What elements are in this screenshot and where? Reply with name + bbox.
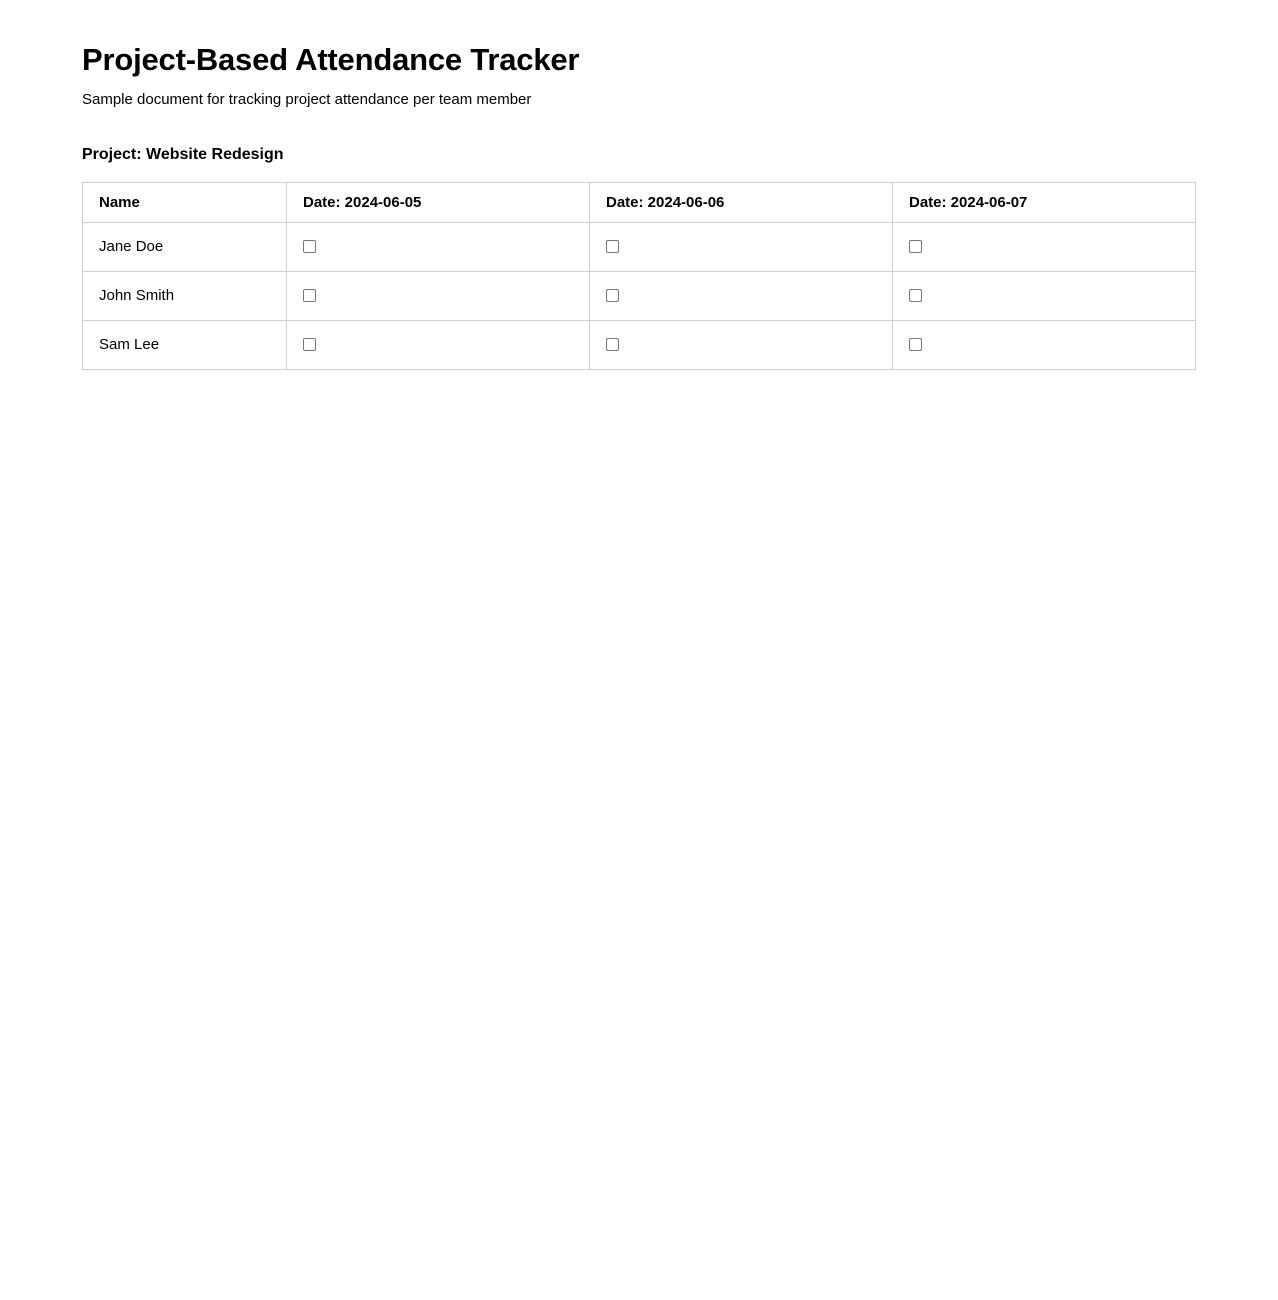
cell-attendance	[893, 321, 1196, 370]
column-header-name: Name	[83, 183, 287, 223]
attendance-checkbox[interactable]	[606, 240, 619, 253]
table-body	[83, 223, 1196, 370]
project-heading: Project: Website Redesign	[82, 146, 284, 164]
attendance-checkbox[interactable]	[303, 240, 316, 253]
attendance-checkbox[interactable]	[606, 289, 619, 302]
column-header-date-2: Date: 2024-06-06	[590, 183, 893, 223]
document-page	[0, 0, 1278, 370]
attendance-checkbox[interactable]	[909, 338, 922, 351]
attendance-table	[82, 182, 1196, 370]
column-header-date-3: Date: 2024-06-07	[893, 183, 1196, 223]
cell-attendance	[287, 223, 590, 272]
table-header	[83, 183, 1196, 223]
page-subtitle: Sample document for tracking project attendance per team member	[82, 90, 532, 108]
attendance-checkbox[interactable]	[909, 289, 922, 302]
cell-attendance	[590, 321, 893, 370]
cell-attendance	[893, 272, 1196, 321]
cell-attendance	[590, 272, 893, 321]
cell-attendance	[287, 321, 590, 370]
table-row	[83, 272, 1196, 321]
column-header-date-1: Date: 2024-06-05	[287, 183, 590, 223]
page-title: Project-Based Attendance Tracker	[82, 42, 580, 77]
cell-member-name: Sam Lee	[83, 321, 287, 370]
cell-member-name: John Smith	[83, 272, 287, 321]
attendance-checkbox[interactable]	[303, 338, 316, 351]
cell-member-name: Jane Doe	[83, 223, 287, 272]
attendance-checkbox[interactable]	[909, 240, 922, 253]
table-row	[83, 321, 1196, 370]
table-row	[83, 223, 1196, 272]
cell-attendance	[287, 272, 590, 321]
table-header-row	[83, 183, 1196, 223]
attendance-checkbox[interactable]	[303, 289, 316, 302]
cell-attendance	[590, 223, 893, 272]
cell-attendance	[893, 223, 1196, 272]
attendance-checkbox[interactable]	[606, 338, 619, 351]
